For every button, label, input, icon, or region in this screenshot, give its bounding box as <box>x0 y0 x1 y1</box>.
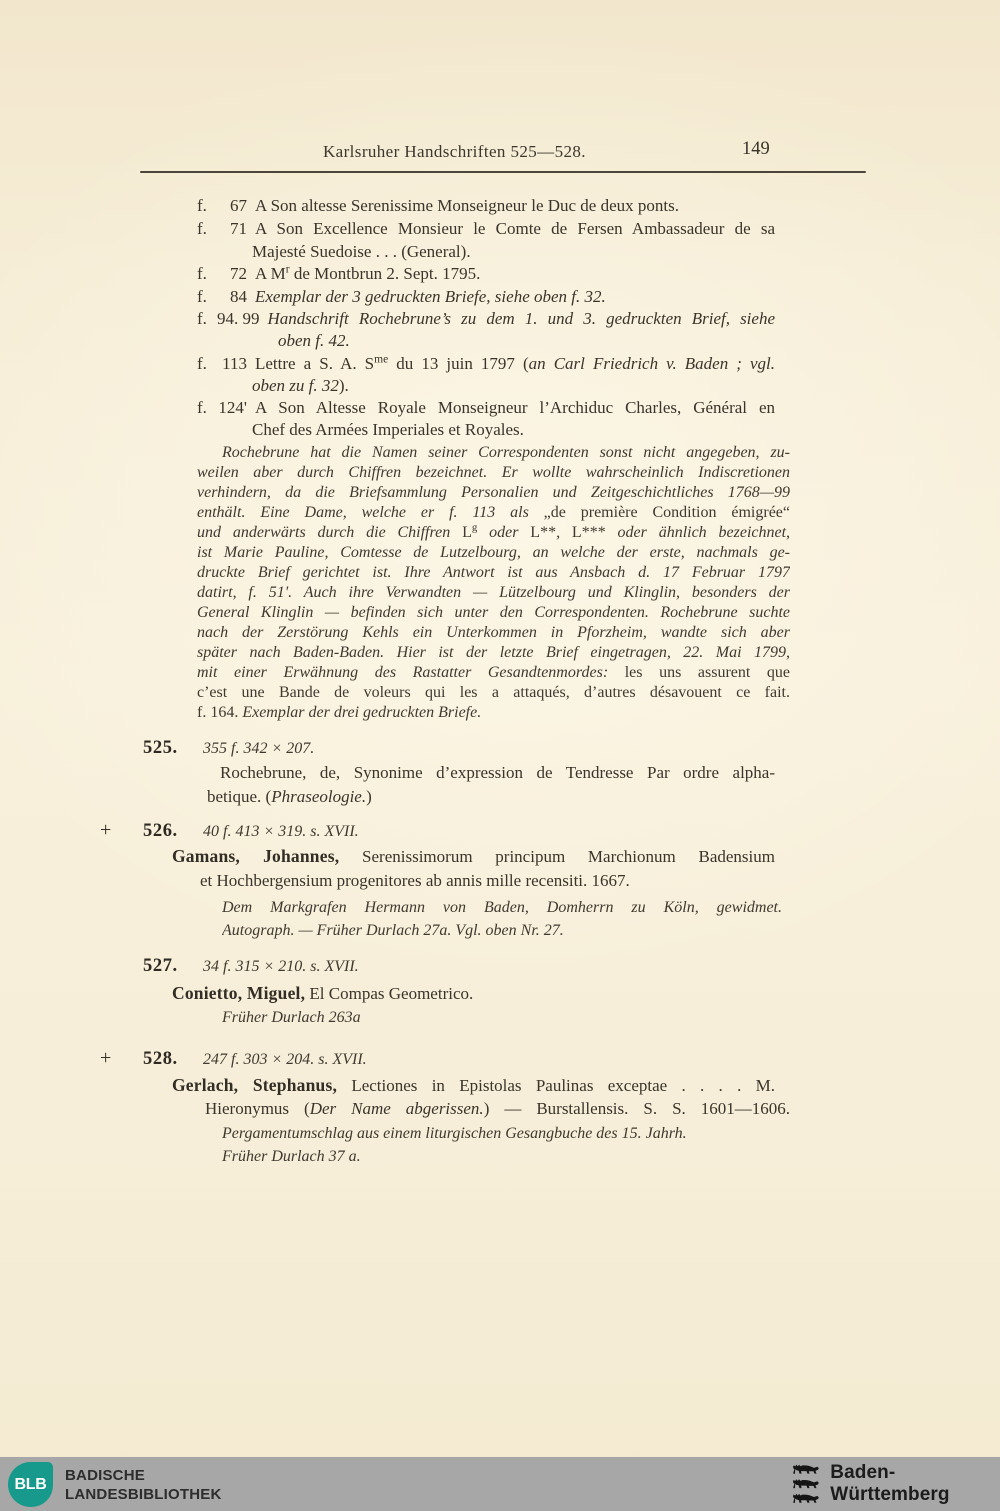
text-segment: du 13 juin 1797 ( <box>388 354 529 373</box>
text-segment: 34 f. 315 × 210. s. XVII. <box>203 958 359 975</box>
text-segment: f. <box>197 264 207 283</box>
text-line <box>100 1046 367 1073</box>
text-segment: + <box>100 819 112 841</box>
text-segment: weilen aber durch Chiffren bezeichnet. Er wollte wahrscheinlich Indiscretionen <box>197 464 790 481</box>
text-segment: Gerlach, Stephanus, <box>172 1075 338 1095</box>
text-segment: 247 f. 303 × 204. s. XVII. <box>203 1051 367 1068</box>
text-segment: nach der Zerstörung Kehls ein Unterkommen in Pforzheim, wandte sich aber <box>197 624 790 641</box>
text-segment: et Hochbergensium progenitores ab annis mille recensiti. 1667. <box>200 871 630 890</box>
text-line <box>197 583 790 603</box>
text-segment: Conietto, Miguel, <box>172 983 306 1003</box>
text-segment: f. <box>197 196 207 215</box>
text-line <box>100 818 359 845</box>
text-segment: les uns assurent que <box>624 664 790 681</box>
text-segment: 124' <box>218 398 247 417</box>
text-line <box>222 898 782 919</box>
text-segment: Lectiones in Epistolas Paulinas exceptae . . . . M. <box>337 1076 775 1095</box>
text-line <box>197 503 790 523</box>
text-segment: an Carl Friedrich v. Baden ; vgl. <box>528 354 775 373</box>
library-name-line1: BADISCHE <box>65 1466 145 1484</box>
text-segment: Exemplar der 3 gedruckten Briefe, siehe oben f. 32. <box>255 287 606 306</box>
text-line <box>200 871 630 895</box>
library-logo-group <box>8 1462 222 1507</box>
text-segment: später nach Baden-Baden. Hier ist der letzte Brief eingetragen, 22. Mai 1799, <box>197 644 790 661</box>
text-segment: Autograph. — Früher Durlach 27a. Vgl. oben Nr. 27. <box>222 922 564 939</box>
text-segment: „de première Condition émigrée“ <box>543 504 790 521</box>
text-line <box>197 623 790 643</box>
text-segment: mit einer Erwähnung des Rastatter Gesandtenmordes: <box>197 664 625 681</box>
text-segment: A Son altesse Serenissime Monseigneur le Duc de deux ponts. <box>255 196 679 215</box>
text-segment: Rochebrune hat die Namen seiner Correspondenten sonst nicht angegeben, zu- <box>222 444 790 461</box>
text-segment: Früher Durlach 263a <box>222 1009 361 1026</box>
footer-bar <box>0 1457 1000 1511</box>
text-line <box>252 420 524 444</box>
text-segment: Majesté Suedoise . . . (General). <box>252 242 471 261</box>
text-segment: f. <box>197 309 207 328</box>
text-segment: 526. <box>143 821 178 841</box>
state-name: Baden-Württemberg <box>830 1462 950 1505</box>
text-segment: A Son Excellence Monsieur le Comte de Fersen Ambassadeur de sa <box>255 219 775 238</box>
text-line <box>197 196 679 220</box>
library-name-line2: LANDESBIBLIOTHEK <box>65 1485 222 1503</box>
text-segment: Serenissimorum principum Marchionum Badensium <box>339 847 775 866</box>
text-segment: A Son Altesse Royale Monseigneur l’Archiduc Charles, Général en <box>255 398 775 417</box>
text-segment: El Compas Geometrico. <box>305 984 474 1003</box>
text-line <box>222 1124 687 1145</box>
text-segment: + <box>100 1047 112 1069</box>
text-line <box>143 955 359 982</box>
text-segment: r <box>285 264 290 276</box>
text-line <box>252 242 471 266</box>
text-segment: druckte Brief gerichtet ist. Ihre Antwort ist aus Ansbach d. 17 Februar 1797 <box>197 564 790 581</box>
text-line <box>220 763 775 787</box>
text-line <box>197 523 790 543</box>
text-segment: 72 <box>230 264 247 283</box>
text-line <box>207 787 372 811</box>
text-line <box>172 983 473 1007</box>
text-line <box>252 376 349 400</box>
text-segment: betique. ( <box>207 787 272 806</box>
text-segment: und anderwärts durch die Chiffren <box>197 524 463 541</box>
text-segment: Phraseologie. <box>271 787 367 806</box>
text-segment: General Klinglin — befinden sich unter den Correspondenten. Rochebrune suchte <box>197 604 790 621</box>
text-segment: Hieronymus ( <box>205 1099 310 1118</box>
text-segment: 528. <box>143 1049 178 1069</box>
text-segment: Rochebrune, de, Synonime d’expression de Tendresse Par ordre alpha- <box>220 763 775 782</box>
text-segment: ) <box>366 787 372 806</box>
text-segment: f. <box>197 398 207 417</box>
text-line <box>197 264 480 288</box>
text-segment: A M <box>255 264 286 283</box>
text-line <box>197 463 790 483</box>
text-segment: oder <box>477 524 531 541</box>
text-segment: verhindern, da die Briefsammlung Personalien und Zeitgeschichtliches 1768—99 <box>197 484 790 501</box>
text-segment: f. <box>197 219 207 238</box>
text-segment: 355 f. 342 × 207. <box>203 740 315 757</box>
text-line <box>222 443 790 463</box>
text-segment: c’est une Bande de voleurs qui les a attaqués, d’autres désavouent ce fait. <box>197 684 790 701</box>
text-segment: ). <box>338 376 349 395</box>
text-segment: ist Marie Pauline, Comtesse de Lutzelbourg, an welche der erste, nachmals ge- <box>197 544 790 561</box>
text-segment: 67 <box>230 196 247 215</box>
text-line <box>197 309 775 333</box>
text-segment: Chef des Armées Imperiales et Royales. <box>252 420 524 439</box>
text-line <box>197 483 790 503</box>
text-segment: L*** <box>571 524 606 541</box>
text-segment: datirt, f. 51'. Auch ihre Verwandten — Lützelbourg und Klinglin, besonders der <box>197 584 790 601</box>
text-line <box>197 354 775 378</box>
text-line <box>222 1008 361 1029</box>
page-title: Karlsruher Handschriften 525—528. <box>323 142 586 161</box>
text-segment: Früher Durlach 37 a. <box>222 1148 361 1165</box>
text-segment: de Montbrun 2. Sept. 1795. <box>289 264 481 283</box>
text-segment: 84 <box>230 287 247 306</box>
text-line <box>278 331 350 355</box>
text-segment: L** <box>530 524 557 541</box>
text-line <box>143 737 314 764</box>
text-line <box>172 846 775 870</box>
text-line <box>197 287 606 311</box>
text-line <box>197 683 790 703</box>
text-segment: enthält. Eine Dame, welche er f. 113 als <box>197 504 544 521</box>
library-name <box>65 1466 222 1504</box>
text-line <box>197 663 790 683</box>
text-segment: g <box>471 523 478 534</box>
coat-of-arms-icon <box>790 1461 821 1507</box>
text-segment: 94. 99 <box>217 309 260 328</box>
text-segment: 40 f. 413 × 319. s. XVII. <box>203 823 359 840</box>
text-line <box>197 603 790 623</box>
state-logo-group <box>790 1461 1000 1507</box>
text-line <box>197 543 790 563</box>
text-line <box>222 1147 361 1168</box>
text-segment: me <box>374 354 389 366</box>
text-segment: Handschrift Rochebrune’s zu dem 1. und 3. gedruckten Brief, siehe <box>267 309 775 328</box>
text-segment: f. <box>197 354 207 373</box>
text-line <box>197 703 481 723</box>
text-segment: 525. <box>143 738 178 758</box>
text-segment: f. 164. <box>197 704 243 721</box>
text-segment: Pergamentumschlag aus einem liturgischen Gesangbuche des 15. Jahrh. <box>222 1125 687 1142</box>
text-line <box>172 1075 775 1099</box>
text-segment: ) — Burstallensis. S. S. 1601—1606. <box>483 1099 790 1118</box>
text-segment: 71 <box>230 219 247 238</box>
text-segment: Dem Markgrafen Hermann von Baden, Domherrn zu Köln, gewidmet. <box>222 899 782 916</box>
blb-abbr: BLB <box>14 1475 47 1493</box>
text-segment: f. <box>197 287 207 306</box>
text-line <box>197 563 790 583</box>
text-segment: 113 <box>222 354 247 373</box>
text-line <box>197 398 775 422</box>
text-segment: L <box>462 524 472 541</box>
text-segment: Lettre a S. A. S <box>255 354 375 373</box>
text-segment: oben zu f. 32 <box>252 376 339 395</box>
blb-logo <box>8 1462 53 1507</box>
text-segment: , <box>556 524 572 541</box>
page-number: 149 <box>742 139 770 159</box>
text-segment: Gamans, Johannes, <box>172 846 340 866</box>
text-segment: Exemplar der drei gedruckten Briefe. <box>242 704 482 721</box>
text-segment: Der Name abgerissen. <box>309 1099 484 1118</box>
text-line <box>205 1099 790 1123</box>
text-line <box>197 219 775 243</box>
text-segment: oder ähnlich bezeichnet, <box>605 524 790 541</box>
text-segment: 527. <box>143 956 178 976</box>
text-segment: oben f. 42. <box>278 331 350 350</box>
text-line <box>197 643 790 663</box>
text-line <box>222 921 564 942</box>
